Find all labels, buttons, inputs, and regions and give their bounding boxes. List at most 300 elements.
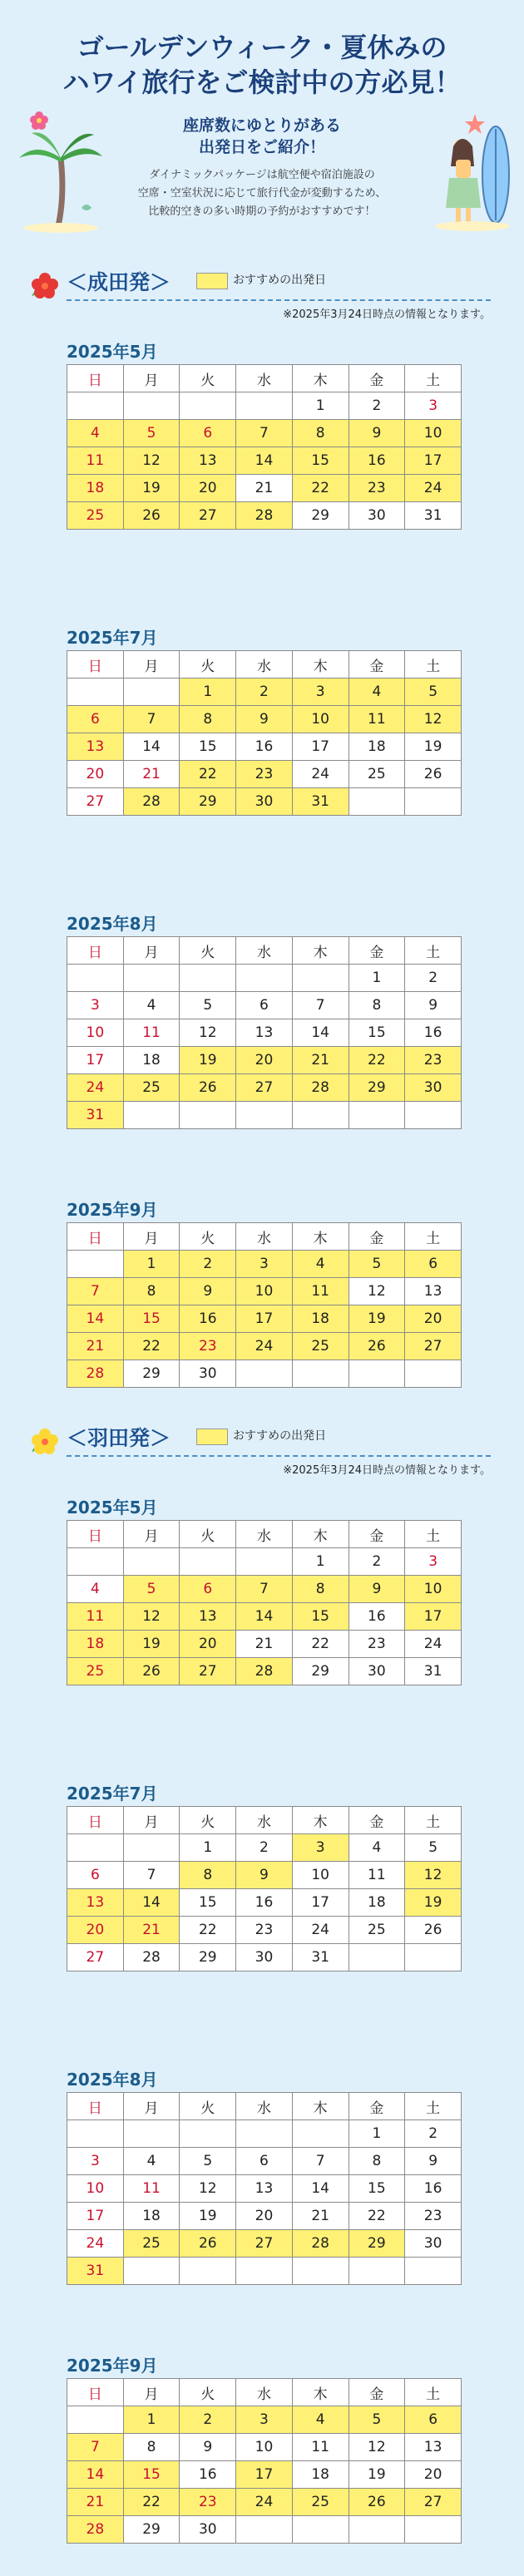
day-cell[interactable]: 29 [349,2230,405,2258]
day-cell[interactable]: 9 [180,2434,236,2461]
day-cell[interactable]: 30 [349,1658,405,1685]
day-cell[interactable]: 24 [236,2489,293,2516]
day-cell[interactable]: 22 [180,761,236,788]
day-cell[interactable]: 3 [236,2406,293,2434]
day-cell[interactable]: 26 [349,1333,405,1360]
day-cell[interactable]: 11 [292,2434,349,2461]
day-cell[interactable]: 25 [67,1658,124,1685]
day-cell[interactable]: 12 [405,706,462,733]
day-cell[interactable]: 19 [405,733,462,761]
day-cell[interactable]: 28 [123,788,180,816]
day-cell[interactable]: 3 [67,992,124,1019]
day-cell[interactable]: 12 [123,447,180,475]
empty-cell [292,2120,349,2148]
month-title: 2025年9月 [67,2356,158,2376]
day-cell[interactable]: 17 [292,733,349,761]
day-cell[interactable]: 4 [123,2148,180,2175]
day-cell[interactable]: 10 [236,1278,293,1305]
day-cell[interactable]: 28 [67,1360,124,1388]
day-cell[interactable]: 29 [180,788,236,816]
day-cell[interactable]: 28 [67,2516,124,2544]
day-cell[interactable]: 4 [349,679,405,706]
day-cell[interactable]: 6 [67,1862,124,1889]
day-cell[interactable]: 23 [236,761,293,788]
day-cell[interactable]: 11 [349,1862,405,1889]
day-cell[interactable]: 18 [123,1047,180,1074]
hibiscus-icon [28,1427,62,1457]
day-cell[interactable]: 4 [67,420,124,447]
empty-cell [123,2258,180,2285]
day-cell[interactable]: 28 [236,502,293,530]
day-cell[interactable]: 15 [180,1889,236,1917]
day-cell[interactable]: 7 [123,1862,180,1889]
section-header [0,266,524,324]
weekday-header: 金 [349,1223,405,1251]
day-cell[interactable]: 5 [349,2406,405,2434]
day-cell[interactable]: 15 [123,1305,180,1333]
weekday-header: 水 [236,1807,293,1834]
day-cell[interactable]: 8 [123,2434,180,2461]
day-cell[interactable]: 25 [123,1074,180,1102]
weekday-header-row [67,1807,462,1834]
weekday-header: 月 [123,1521,180,1548]
day-cell[interactable]: 31 [405,1658,462,1685]
weekday-header: 月 [123,1807,180,1834]
week-row [67,1603,462,1631]
day-cell[interactable]: 21 [123,1917,180,1944]
day-cell[interactable]: 25 [349,1917,405,1944]
day-cell[interactable]: 11 [67,1603,124,1631]
day-cell[interactable]: 13 [405,1278,462,1305]
day-cell[interactable]: 22 [349,1047,405,1074]
section-title: ＜羽田発＞ [67,1426,171,1450]
calendar-table [67,1520,462,1685]
day-cell[interactable]: 24 [292,761,349,788]
day-cell[interactable]: 19 [123,1631,180,1658]
day-cell[interactable]: 8 [123,1278,180,1305]
day-cell[interactable]: 23 [405,2203,462,2230]
day-cell[interactable]: 13 [67,733,124,761]
day-cell[interactable]: 4 [67,1576,124,1603]
day-cell[interactable]: 27 [236,2230,293,2258]
day-cell[interactable]: 4 [123,992,180,1019]
weekday-header: 土 [405,651,462,679]
day-cell[interactable]: 9 [349,420,405,447]
day-cell[interactable]: 15 [349,2175,405,2203]
day-cell[interactable]: 26 [180,1074,236,1102]
empty-cell [67,1834,124,1862]
day-cell[interactable]: 19 [180,2203,236,2230]
day-cell[interactable]: 14 [67,1305,124,1333]
day-cell[interactable]: 21 [67,1333,124,1360]
day-cell[interactable]: 29 [123,2516,180,2544]
day-cell[interactable]: 20 [180,1631,236,1658]
day-cell[interactable]: 28 [292,2230,349,2258]
day-cell[interactable]: 10 [67,1019,124,1047]
day-cell[interactable]: 19 [123,475,180,502]
day-cell[interactable]: 5 [123,1576,180,1603]
day-cell[interactable]: 19 [405,1889,462,1917]
day-cell[interactable]: 7 [292,992,349,1019]
day-cell[interactable]: 4 [349,1834,405,1862]
day-cell[interactable]: 27 [236,1074,293,1102]
day-cell[interactable]: 4 [292,1251,349,1278]
day-cell[interactable]: 9 [405,992,462,1019]
week-row [67,1360,462,1388]
weekday-header: 日 [67,365,124,392]
day-cell[interactable]: 21 [236,475,293,502]
day-cell[interactable]: 31 [292,1944,349,1971]
day-cell[interactable]: 8 [292,420,349,447]
day-cell[interactable]: 2 [405,2120,462,2148]
day-cell[interactable]: 13 [67,1889,124,1917]
day-cell[interactable]: 3 [236,1251,293,1278]
day-cell[interactable]: 2 [236,1834,293,1862]
day-cell[interactable]: 18 [67,475,124,502]
day-cell[interactable]: 15 [292,1603,349,1631]
day-cell[interactable]: 29 [292,1658,349,1685]
day-cell[interactable]: 15 [349,1019,405,1047]
day-cell[interactable]: 6 [405,2406,462,2434]
day-cell[interactable]: 12 [123,1603,180,1631]
day-cell[interactable]: 11 [292,1278,349,1305]
day-cell[interactable]: 29 [292,502,349,530]
day-cell[interactable]: 22 [123,1333,180,1360]
day-cell[interactable]: 1 [123,2406,180,2434]
day-cell[interactable]: 23 [405,1047,462,1074]
day-cell[interactable]: 1 [123,1251,180,1278]
day-cell[interactable]: 11 [349,706,405,733]
day-cell[interactable]: 6 [405,1251,462,1278]
day-cell[interactable]: 1 [292,1548,349,1576]
day-cell[interactable]: 18 [349,1889,405,1917]
day-cell[interactable]: 18 [292,1305,349,1333]
day-cell[interactable]: 14 [236,1603,293,1631]
week-row [67,679,462,706]
day-cell[interactable]: 10 [405,420,462,447]
day-cell[interactable]: 31 [405,502,462,530]
day-cell[interactable]: 17 [236,2461,293,2489]
day-cell[interactable]: 11 [123,1019,180,1047]
day-cell[interactable]: 18 [292,2461,349,2489]
day-cell[interactable]: 31 [67,2258,124,2285]
month-title: 2025年8月 [67,2070,158,2090]
day-cell[interactable]: 9 [349,1576,405,1603]
day-cell[interactable]: 8 [349,2148,405,2175]
week-row [67,1019,462,1047]
day-cell[interactable]: 5 [180,992,236,1019]
day-cell[interactable]: 16 [405,1019,462,1047]
day-cell[interactable]: 16 [180,2461,236,2489]
day-cell[interactable]: 23 [180,1333,236,1360]
day-cell[interactable]: 10 [236,2434,293,2461]
day-cell[interactable]: 24 [236,1333,293,1360]
day-cell[interactable]: 24 [67,1074,124,1102]
day-cell[interactable]: 12 [349,1278,405,1305]
empty-cell [236,1360,293,1388]
day-cell[interactable]: 1 [292,392,349,420]
day-cell[interactable]: 1 [349,965,405,992]
day-cell[interactable]: 16 [236,733,293,761]
day-cell[interactable]: 17 [292,1889,349,1917]
day-cell[interactable]: 27 [405,2489,462,2516]
calendar-table [67,1806,462,1971]
day-cell[interactable]: 20 [405,2461,462,2489]
day-cell[interactable]: 27 [67,1944,124,1971]
day-cell[interactable]: 26 [123,1658,180,1685]
day-cell[interactable]: 7 [236,420,293,447]
day-cell[interactable]: 21 [292,2203,349,2230]
day-cell[interactable]: 10 [292,706,349,733]
weekday-header-row [67,2379,462,2406]
week-row [67,992,462,1019]
day-cell[interactable]: 20 [405,1305,462,1333]
weekday-header: 木 [292,1223,349,1251]
day-cell[interactable]: 26 [180,2230,236,2258]
day-cell[interactable]: 15 [292,447,349,475]
weekday-header: 月 [123,2379,180,2406]
day-cell[interactable]: 25 [67,502,124,530]
day-cell[interactable]: 20 [236,1047,293,1074]
day-cell[interactable]: 3 [405,392,462,420]
day-cell[interactable]: 13 [180,447,236,475]
day-cell[interactable]: 22 [123,2489,180,2516]
day-cell[interactable]: 9 [236,1862,293,1889]
day-cell[interactable]: 3 [292,679,349,706]
day-cell[interactable]: 9 [236,706,293,733]
day-cell[interactable]: 4 [292,2406,349,2434]
day-cell[interactable]: 27 [405,1333,462,1360]
calendar-table [67,650,462,816]
day-cell[interactable]: 23 [236,1917,293,1944]
day-cell[interactable]: 6 [180,420,236,447]
weekday-header: 火 [180,2093,236,2120]
day-cell[interactable]: 21 [123,761,180,788]
day-cell[interactable]: 23 [349,1631,405,1658]
calendar-table [67,936,462,1129]
day-cell[interactable]: 26 [405,1917,462,1944]
day-cell[interactable]: 20 [67,1917,124,1944]
day-cell[interactable]: 21 [67,2489,124,2516]
day-cell[interactable]: 6 [67,706,124,733]
day-cell[interactable]: 30 [180,1360,236,1388]
day-cell[interactable]: 14 [292,2175,349,2203]
day-cell[interactable]: 14 [123,733,180,761]
day-cell[interactable]: 27 [67,788,124,816]
day-cell[interactable]: 8 [180,706,236,733]
day-cell[interactable]: 28 [292,1074,349,1102]
day-cell[interactable]: 28 [123,1944,180,1971]
day-cell[interactable]: 5 [405,1834,462,1862]
weekday-header: 火 [180,651,236,679]
day-cell[interactable]: 2 [236,679,293,706]
day-cell[interactable]: 3 [405,1548,462,1576]
week-row [67,502,462,530]
day-cell[interactable]: 3 [292,1834,349,1862]
day-cell[interactable]: 25 [292,2489,349,2516]
day-cell[interactable]: 3 [67,2148,124,2175]
day-cell[interactable]: 25 [123,2230,180,2258]
week-row [67,1834,462,1862]
day-cell[interactable]: 31 [292,788,349,816]
day-cell[interactable]: 15 [180,733,236,761]
day-cell[interactable]: 26 [405,761,462,788]
month-calendar [67,1495,466,1685]
day-cell[interactable]: 22 [292,475,349,502]
day-cell[interactable]: 23 [349,475,405,502]
day-cell[interactable]: 12 [180,1019,236,1047]
day-cell[interactable]: 29 [349,1074,405,1102]
weekday-header: 水 [236,1521,293,1548]
empty-cell [180,965,236,992]
day-cell[interactable]: 30 [180,2516,236,2544]
day-cell[interactable]: 10 [405,1576,462,1603]
day-cell[interactable]: 21 [236,1631,293,1658]
day-cell[interactable]: 5 [123,420,180,447]
day-cell[interactable]: 30 [349,502,405,530]
empty-cell [292,2516,349,2544]
day-cell[interactable]: 14 [67,2461,124,2489]
day-cell[interactable]: 16 [349,447,405,475]
day-cell[interactable]: 9 [180,1278,236,1305]
day-cell[interactable]: 27 [180,502,236,530]
day-cell[interactable]: 13 [405,2434,462,2461]
day-cell[interactable]: 6 [180,1576,236,1603]
weekday-header-row [67,937,462,965]
empty-cell [67,679,124,706]
day-cell[interactable]: 12 [180,2175,236,2203]
day-cell[interactable]: 30 [405,2230,462,2258]
day-cell[interactable]: 21 [292,1047,349,1074]
day-cell[interactable]: 24 [67,2230,124,2258]
day-cell[interactable]: 11 [67,447,124,475]
day-cell[interactable]: 16 [180,1305,236,1333]
day-cell[interactable]: 13 [236,2175,293,2203]
week-row [67,1102,462,1129]
day-cell[interactable]: 1 [180,1834,236,1862]
day-cell[interactable]: 18 [349,733,405,761]
day-cell[interactable]: 2 [405,965,462,992]
weekday-header: 水 [236,2093,293,2120]
day-cell[interactable]: 17 [67,1047,124,1074]
day-cell[interactable]: 6 [236,2148,293,2175]
day-cell[interactable]: 2 [180,1251,236,1278]
day-cell[interactable]: 10 [67,2175,124,2203]
day-cell[interactable]: 26 [349,2489,405,2516]
day-cell[interactable]: 11 [123,2175,180,2203]
day-cell[interactable]: 24 [405,475,462,502]
day-cell[interactable]: 29 [123,1360,180,1388]
hibiscus-icon [28,271,62,301]
day-cell[interactable]: 30 [236,1944,293,1971]
day-cell[interactable]: 22 [349,2203,405,2230]
day-cell[interactable]: 30 [405,1074,462,1102]
empty-cell [236,965,293,992]
day-cell[interactable]: 5 [180,2148,236,2175]
calendar-table [67,2092,462,2285]
weekday-header: 火 [180,365,236,392]
day-cell[interactable]: 12 [349,2434,405,2461]
weekday-header: 日 [67,1807,124,1834]
day-cell[interactable]: 8 [180,1862,236,1889]
day-cell[interactable]: 2 [180,2406,236,2434]
day-cell[interactable]: 1 [349,2120,405,2148]
day-cell[interactable]: 26 [123,502,180,530]
day-cell[interactable]: 9 [405,2148,462,2175]
day-cell[interactable]: 28 [236,1658,293,1685]
day-cell[interactable]: 22 [180,1917,236,1944]
weekday-header: 金 [349,937,405,965]
day-cell[interactable]: 8 [349,992,405,1019]
empty-cell [405,1944,462,1971]
day-cell[interactable]: 1 [180,679,236,706]
day-cell[interactable]: 15 [123,2461,180,2489]
day-cell[interactable]: 24 [292,1917,349,1944]
day-cell[interactable]: 7 [123,706,180,733]
day-cell[interactable]: 7 [67,2434,124,2461]
day-cell[interactable]: 2 [349,1548,405,1576]
day-cell[interactable]: 16 [349,1603,405,1631]
day-cell[interactable]: 19 [349,1305,405,1333]
day-cell[interactable]: 14 [123,1889,180,1917]
day-cell[interactable]: 23 [180,2489,236,2516]
day-cell[interactable]: 29 [180,1944,236,1971]
day-cell[interactable]: 5 [349,1251,405,1278]
day-cell[interactable]: 5 [405,679,462,706]
day-cell[interactable]: 13 [236,1019,293,1047]
day-cell[interactable]: 13 [180,1603,236,1631]
day-cell[interactable]: 17 [405,447,462,475]
day-cell[interactable]: 16 [236,1889,293,1917]
day-cell[interactable]: 19 [180,1047,236,1074]
month-calendar [67,1197,466,1388]
empty-cell [67,392,124,420]
day-cell[interactable]: 31 [67,1102,124,1129]
day-cell[interactable]: 6 [236,992,293,1019]
day-cell[interactable]: 12 [405,1862,462,1889]
day-cell[interactable]: 20 [180,475,236,502]
day-cell[interactable]: 7 [292,2148,349,2175]
day-cell[interactable]: 14 [236,447,293,475]
day-cell[interactable]: 7 [236,1576,293,1603]
day-cell[interactable]: 19 [349,2461,405,2489]
day-cell[interactable]: 20 [67,761,124,788]
week-row [67,2406,462,2434]
day-cell[interactable]: 27 [180,1658,236,1685]
day-cell[interactable]: 16 [405,2175,462,2203]
day-cell[interactable]: 7 [67,1278,124,1305]
weekday-header: 土 [405,1521,462,1548]
day-cell[interactable]: 10 [292,1862,349,1889]
day-cell[interactable]: 30 [236,788,293,816]
day-cell[interactable]: 22 [292,1631,349,1658]
week-row [67,1944,462,1971]
day-cell[interactable]: 17 [67,2203,124,2230]
day-cell[interactable]: 25 [349,761,405,788]
day-cell[interactable]: 2 [349,392,405,420]
day-cell[interactable]: 18 [67,1631,124,1658]
weekday-header: 月 [123,365,180,392]
day-cell[interactable]: 8 [292,1576,349,1603]
day-cell[interactable]: 20 [236,2203,293,2230]
day-cell[interactable]: 17 [236,1305,293,1333]
day-cell[interactable]: 17 [405,1603,462,1631]
day-cell[interactable]: 24 [405,1631,462,1658]
day-cell[interactable]: 18 [123,2203,180,2230]
description-line-1: ダイナミックパッケージは航空便や宿泊施設の [149,169,375,181]
day-cell[interactable]: 14 [292,1019,349,1047]
day-cell[interactable]: 25 [292,1333,349,1360]
